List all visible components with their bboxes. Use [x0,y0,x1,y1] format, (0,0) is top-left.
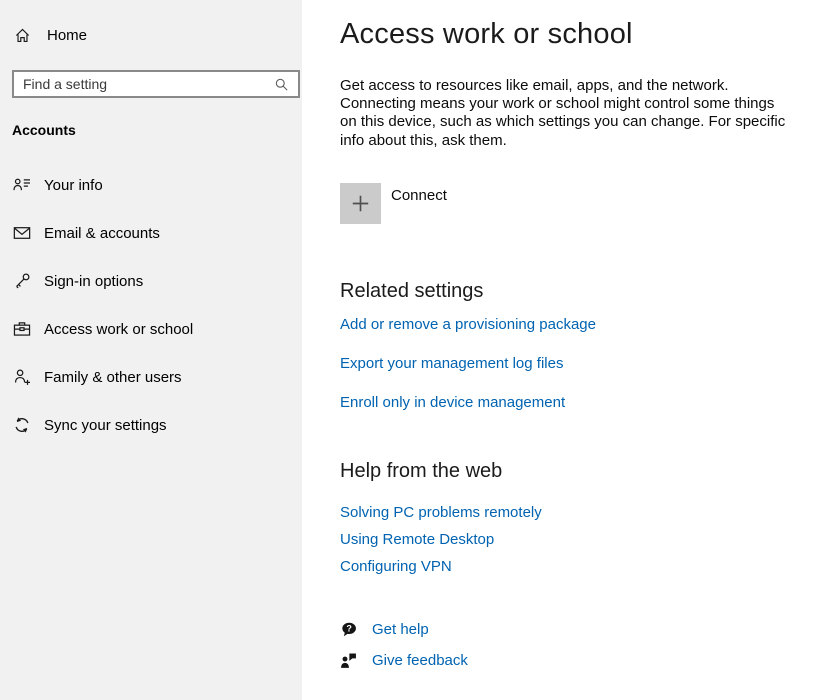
search-icon[interactable] [274,77,289,92]
sidebar-item-access-work-school[interactable] [0,309,302,349]
sidebar [0,0,302,700]
main-content [340,0,810,700]
nav-label: Family & other users [44,368,182,386]
page-title: Access work or school [340,18,633,50]
search-box [12,70,300,98]
get-help-link[interactable]: Get help [372,620,429,638]
plus-icon [351,194,370,213]
sidebar-nav [0,165,302,453]
nav-label: Sign-in options [44,272,144,290]
footer-links [340,620,468,682]
home-icon [14,27,31,44]
sync-icon [13,416,31,434]
link-solving-pc-problems-remotely[interactable]: Solving PC problems remotely [340,504,542,521]
home-label: Home [47,27,88,44]
nav-label: Access work or school [44,320,194,338]
get-help-row [340,620,468,639]
give-feedback-row [340,651,468,670]
svg-text:?: ? [346,623,352,634]
related-settings-heading: Related settings [340,280,484,302]
nav-label: Your info [44,176,103,194]
sidebar-item-sign-in-options[interactable] [0,261,302,301]
sidebar-item-email-accounts[interactable] [0,213,302,253]
sidebar-item-family-other-users[interactable] [0,357,302,397]
help-from-web-heading: Help from the web [340,460,503,482]
key-icon [13,272,31,290]
nav-label: Sync your settings [44,416,167,434]
link-add-remove-provisioning-package[interactable]: Add or remove a provisioning package [340,316,596,333]
link-using-remote-desktop[interactable]: Using Remote Desktop [340,531,495,548]
link-export-management-log-files[interactable]: Export your management log files [340,355,564,372]
sidebar-item-sync-your-settings[interactable] [0,405,302,445]
connect-button[interactable] [340,183,381,224]
sidebar-item-home[interactable] [14,27,87,44]
related-settings-links [340,315,596,432]
connect-row [340,183,447,224]
link-enroll-device-management[interactable]: Enroll only in device management [340,394,566,411]
get-help-icon [340,621,357,638]
link-configuring-vpn[interactable]: Configuring VPN [340,558,452,575]
sidebar-section-accounts: Accounts [12,122,76,138]
connect-label: Connect [391,187,447,204]
page-description: Get access to resources like email, apps, and the network. Connecting means your work or school might control some things on this device, such as which settings you can change. For specific info about this, ask them. [340,77,786,149]
help-from-web-links [340,503,542,584]
email-icon [13,224,31,242]
give-feedback-icon [340,652,357,669]
sidebar-item-your-info[interactable] [0,165,302,205]
nav-label: Email & accounts [44,224,160,242]
search-input[interactable] [14,76,274,92]
contact-info-icon [13,176,31,194]
briefcase-icon [13,320,31,338]
give-feedback-link[interactable]: Give feedback [372,651,468,669]
person-add-icon [13,368,31,386]
